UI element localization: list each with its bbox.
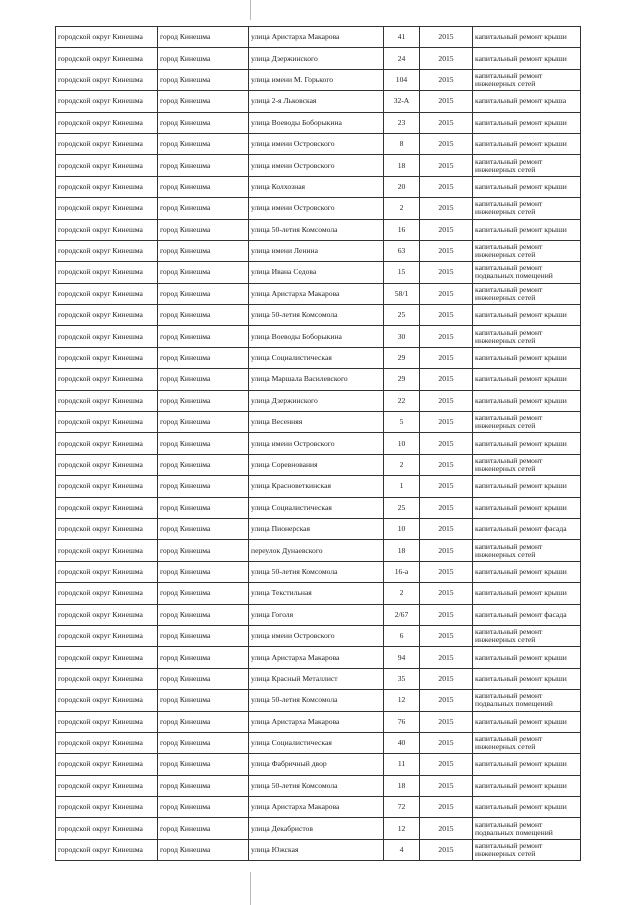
- house-number-cell: 8: [384, 133, 420, 154]
- district-cell: городской округ Кинешма: [56, 647, 158, 668]
- work-type-cell: капитальный ремонт крыши: [473, 476, 581, 497]
- house-number-cell: 11: [384, 754, 420, 775]
- work-type-cell: капитальный ремонт инженерных сетей: [473, 155, 581, 176]
- city-cell: город Кинешма: [158, 540, 249, 561]
- city-cell: город Кинешма: [158, 91, 249, 112]
- table-row: [56, 283, 581, 304]
- district-cell: городской округ Кинешма: [56, 347, 158, 368]
- district-cell: городской округ Кинешма: [56, 540, 158, 561]
- city-cell: город Кинешма: [158, 518, 249, 539]
- table-row: [56, 369, 581, 390]
- table-row: [56, 433, 581, 454]
- year-cell: 2015: [420, 839, 473, 860]
- district-cell: городской округ Кинешма: [56, 198, 158, 219]
- house-number-cell: 29: [384, 347, 420, 368]
- house-number-cell: 2: [384, 454, 420, 475]
- house-number-cell: 6: [384, 625, 420, 646]
- table-row: [56, 668, 581, 689]
- city-cell: город Кинешма: [158, 48, 249, 69]
- work-type-cell: капитальный ремонт крыши: [473, 797, 581, 818]
- table-row: [56, 583, 581, 604]
- city-cell: город Кинешма: [158, 711, 249, 732]
- district-cell: городской округ Кинешма: [56, 176, 158, 197]
- table-row: [56, 412, 581, 433]
- house-number-cell: 41: [384, 27, 420, 48]
- table-row: [56, 262, 581, 283]
- table-row: [56, 625, 581, 646]
- street-cell: улица имени Островского: [249, 625, 384, 646]
- table-row: [56, 604, 581, 625]
- work-type-cell: капитальный ремонт крыши: [473, 219, 581, 240]
- house-number-cell: 15: [384, 262, 420, 283]
- work-type-cell: капитальный ремонт крыши: [473, 176, 581, 197]
- year-cell: 2015: [420, 754, 473, 775]
- street-cell: улица имени Островского: [249, 133, 384, 154]
- table-row: [56, 561, 581, 582]
- district-cell: городской округ Кинешма: [56, 754, 158, 775]
- year-cell: 2015: [420, 133, 473, 154]
- work-type-cell: капитальный ремонт крыши: [473, 48, 581, 69]
- table-row: [56, 240, 581, 261]
- house-number-cell: 40: [384, 732, 420, 753]
- district-cell: городской округ Кинешма: [56, 48, 158, 69]
- street-cell: улица Аристарха Макарова: [249, 711, 384, 732]
- district-cell: городской округ Кинешма: [56, 561, 158, 582]
- house-number-cell: 16-а: [384, 561, 420, 582]
- street-cell: улица Красный Металлист: [249, 668, 384, 689]
- city-cell: город Кинешма: [158, 27, 249, 48]
- table-row: [56, 133, 581, 154]
- year-cell: 2015: [420, 176, 473, 197]
- house-number-cell: 2/67: [384, 604, 420, 625]
- city-cell: город Кинешма: [158, 369, 249, 390]
- table-row: [56, 818, 581, 839]
- district-cell: городской округ Кинешма: [56, 604, 158, 625]
- work-type-cell: капитальный ремонт крыши: [473, 305, 581, 326]
- year-cell: 2015: [420, 518, 473, 539]
- district-cell: городской округ Кинешма: [56, 518, 158, 539]
- district-cell: городской округ Кинешма: [56, 326, 158, 347]
- house-number-cell: 94: [384, 647, 420, 668]
- housing-repair-table: [55, 26, 581, 861]
- district-cell: городской округ Кинешма: [56, 476, 158, 497]
- street-cell: улица Социалистическая: [249, 732, 384, 753]
- year-cell: 2015: [420, 219, 473, 240]
- year-cell: 2015: [420, 732, 473, 753]
- year-cell: 2015: [420, 561, 473, 582]
- street-cell: улица имени Островского: [249, 198, 384, 219]
- year-cell: 2015: [420, 240, 473, 261]
- table-row: [56, 518, 581, 539]
- street-cell: улица Колхозная: [249, 176, 384, 197]
- work-type-cell: капитальный ремонт крыши: [473, 369, 581, 390]
- work-type-cell: капитальный ремонт инженерных сетей: [473, 540, 581, 561]
- city-cell: город Кинешма: [158, 839, 249, 860]
- house-number-cell: 76: [384, 711, 420, 732]
- table-row: [56, 91, 581, 112]
- city-cell: город Кинешма: [158, 497, 249, 518]
- house-number-cell: 63: [384, 240, 420, 261]
- table-row: [56, 454, 581, 475]
- year-cell: 2015: [420, 583, 473, 604]
- scan-fold-mark: [250, 0, 251, 20]
- street-cell: улица Красноветкинская: [249, 476, 384, 497]
- street-cell: улица 2-я Льковская: [249, 91, 384, 112]
- city-cell: город Кинешма: [158, 754, 249, 775]
- year-cell: 2015: [420, 91, 473, 112]
- year-cell: 2015: [420, 625, 473, 646]
- street-cell: улица имени Островского: [249, 155, 384, 176]
- work-type-cell: капитальный ремонт подвальных помещений: [473, 690, 581, 711]
- street-cell: улица 50-летия Комсомола: [249, 219, 384, 240]
- street-cell: улица Фабричный двор: [249, 754, 384, 775]
- street-cell: улица 50-летия Комсомола: [249, 305, 384, 326]
- house-number-cell: 1: [384, 476, 420, 497]
- district-cell: городской округ Кинешма: [56, 155, 158, 176]
- house-number-cell: 18: [384, 155, 420, 176]
- table-row: [56, 155, 581, 176]
- table-row: [56, 347, 581, 368]
- street-cell: улица Аристарха Макарова: [249, 283, 384, 304]
- year-cell: 2015: [420, 818, 473, 839]
- table-row: [56, 112, 581, 133]
- year-cell: 2015: [420, 305, 473, 326]
- street-cell: улица Декабристов: [249, 818, 384, 839]
- year-cell: 2015: [420, 690, 473, 711]
- district-cell: городской округ Кинешма: [56, 262, 158, 283]
- house-number-cell: 16: [384, 219, 420, 240]
- table-row: [56, 690, 581, 711]
- house-number-cell: 18: [384, 775, 420, 796]
- street-cell: улица Социалистическая: [249, 347, 384, 368]
- street-cell: улица имени Ленина: [249, 240, 384, 261]
- work-type-cell: капитальный ремонт инженерных сетей: [473, 69, 581, 90]
- year-cell: 2015: [420, 283, 473, 304]
- city-cell: город Кинешма: [158, 454, 249, 475]
- house-number-cell: 5: [384, 412, 420, 433]
- city-cell: город Кинешма: [158, 775, 249, 796]
- district-cell: городской округ Кинешма: [56, 433, 158, 454]
- street-cell: улица Аристарха Макарова: [249, 797, 384, 818]
- house-number-cell: 104: [384, 69, 420, 90]
- table-row: [56, 198, 581, 219]
- district-cell: городской округ Кинешма: [56, 412, 158, 433]
- table-row: [56, 711, 581, 732]
- year-cell: 2015: [420, 369, 473, 390]
- year-cell: 2015: [420, 69, 473, 90]
- table-row: [56, 219, 581, 240]
- house-number-cell: 10: [384, 433, 420, 454]
- house-number-cell: 12: [384, 690, 420, 711]
- district-cell: городской округ Кинешма: [56, 133, 158, 154]
- work-type-cell: капитальный ремонт инженерных сетей: [473, 240, 581, 261]
- district-cell: городской округ Кинешма: [56, 797, 158, 818]
- city-cell: город Кинешма: [158, 797, 249, 818]
- work-type-cell: капитальный ремонт фасада: [473, 518, 581, 539]
- house-number-cell: 58/1: [384, 283, 420, 304]
- work-type-cell: капитальный ремонт инженерных сетей: [473, 454, 581, 475]
- street-cell: улица Весенняя: [249, 412, 384, 433]
- district-cell: городской округ Кинешма: [56, 818, 158, 839]
- house-number-cell: 18: [384, 540, 420, 561]
- year-cell: 2015: [420, 347, 473, 368]
- street-cell: улица Социалистическая: [249, 497, 384, 518]
- city-cell: город Кинешма: [158, 818, 249, 839]
- work-type-cell: капитальный ремонт фасада: [473, 604, 581, 625]
- work-type-cell: капитальный ремонт крыши: [473, 390, 581, 411]
- table-row: [56, 497, 581, 518]
- year-cell: 2015: [420, 433, 473, 454]
- work-type-cell: капитальный ремонт крыши: [473, 112, 581, 133]
- house-number-cell: 4: [384, 839, 420, 860]
- work-type-cell: капитальный ремонт крыши: [473, 133, 581, 154]
- table-row: [56, 476, 581, 497]
- street-cell: улица Пионерская: [249, 518, 384, 539]
- street-cell: улица 50-летия Комсомола: [249, 561, 384, 582]
- street-cell: улица Дзержинского: [249, 390, 384, 411]
- year-cell: 2015: [420, 668, 473, 689]
- work-type-cell: капитальный ремонт инженерных сетей: [473, 412, 581, 433]
- year-cell: 2015: [420, 326, 473, 347]
- city-cell: город Кинешма: [158, 283, 249, 304]
- city-cell: город Кинешма: [158, 561, 249, 582]
- district-cell: городской округ Кинешма: [56, 112, 158, 133]
- street-cell: улица имени Островского: [249, 433, 384, 454]
- street-cell: улица Ивана Седова: [249, 262, 384, 283]
- table-row: [56, 27, 581, 48]
- street-cell: улица Аристарха Макарова: [249, 27, 384, 48]
- work-type-cell: капитальный ремонт крыши: [473, 754, 581, 775]
- district-cell: городской округ Кинешма: [56, 583, 158, 604]
- house-number-cell: 22: [384, 390, 420, 411]
- district-cell: городской округ Кинешма: [56, 219, 158, 240]
- work-type-cell: капитальный ремонт инженерных сетей: [473, 625, 581, 646]
- district-cell: городской округ Кинешма: [56, 305, 158, 326]
- city-cell: город Кинешма: [158, 625, 249, 646]
- year-cell: 2015: [420, 797, 473, 818]
- table-row: [56, 48, 581, 69]
- district-cell: городской округ Кинешма: [56, 454, 158, 475]
- street-cell: улица Маршала Василевского: [249, 369, 384, 390]
- house-number-cell: 25: [384, 497, 420, 518]
- city-cell: город Кинешма: [158, 347, 249, 368]
- work-type-cell: капитальный ремонт инженерных сетей: [473, 732, 581, 753]
- city-cell: город Кинешма: [158, 668, 249, 689]
- district-cell: городской округ Кинешма: [56, 668, 158, 689]
- work-type-cell: капитальный ремонт крыши: [473, 647, 581, 668]
- district-cell: городской округ Кинешма: [56, 839, 158, 860]
- year-cell: 2015: [420, 262, 473, 283]
- table-row: [56, 390, 581, 411]
- work-type-cell: капитальный ремонт крыши: [473, 668, 581, 689]
- street-cell: улица имени М. Горького: [249, 69, 384, 90]
- city-cell: город Кинешма: [158, 647, 249, 668]
- house-number-cell: 35: [384, 668, 420, 689]
- street-cell: улица Дзержинского: [249, 48, 384, 69]
- table-row: [56, 326, 581, 347]
- work-type-cell: капитальный ремонт крыши: [473, 583, 581, 604]
- table-row: [56, 754, 581, 775]
- city-cell: город Кинешма: [158, 198, 249, 219]
- house-number-cell: 2: [384, 198, 420, 219]
- district-cell: городской округ Кинешма: [56, 69, 158, 90]
- city-cell: город Кинешма: [158, 390, 249, 411]
- city-cell: город Кинешма: [158, 433, 249, 454]
- house-number-cell: 29: [384, 369, 420, 390]
- year-cell: 2015: [420, 27, 473, 48]
- district-cell: городской округ Кинешма: [56, 283, 158, 304]
- table-row: [56, 540, 581, 561]
- year-cell: 2015: [420, 711, 473, 732]
- house-number-cell: 20: [384, 176, 420, 197]
- work-type-cell: капитальный ремонт инженерных сетей: [473, 283, 581, 304]
- work-type-cell: капитальный ремонт крыши: [473, 347, 581, 368]
- work-type-cell: капитальный ремонт крыши: [473, 433, 581, 454]
- year-cell: 2015: [420, 155, 473, 176]
- city-cell: город Кинешма: [158, 240, 249, 261]
- street-cell: улица Соревнования: [249, 454, 384, 475]
- work-type-cell: капитальный ремонт инженерных сетей: [473, 326, 581, 347]
- city-cell: город Кинешма: [158, 176, 249, 197]
- street-cell: улица Гоголя: [249, 604, 384, 625]
- city-cell: город Кинешма: [158, 412, 249, 433]
- city-cell: город Кинешма: [158, 732, 249, 753]
- city-cell: город Кинешма: [158, 305, 249, 326]
- year-cell: 2015: [420, 198, 473, 219]
- district-cell: городской округ Кинешма: [56, 732, 158, 753]
- house-number-cell: 10: [384, 518, 420, 539]
- work-type-cell: капитальный ремонт крыши: [473, 497, 581, 518]
- work-type-cell: капитальный ремонт подвальных помещений: [473, 818, 581, 839]
- district-cell: городской округ Кинешма: [56, 711, 158, 732]
- work-type-cell: капитальный ремонт крыши: [473, 711, 581, 732]
- city-cell: город Кинешма: [158, 155, 249, 176]
- city-cell: город Кинешма: [158, 583, 249, 604]
- district-cell: городской округ Кинешма: [56, 625, 158, 646]
- scan-fold-mark: [250, 872, 251, 905]
- year-cell: 2015: [420, 647, 473, 668]
- year-cell: 2015: [420, 476, 473, 497]
- table-row: [56, 305, 581, 326]
- street-cell: улица Южская: [249, 839, 384, 860]
- work-type-cell: капитальный ремонт крыши: [473, 561, 581, 582]
- street-cell: улица Аристарха Макарова: [249, 647, 384, 668]
- district-cell: городской округ Кинешма: [56, 497, 158, 518]
- work-type-cell: капитальный ремонт крыша: [473, 91, 581, 112]
- street-cell: улица Воеводы Боборыкина: [249, 326, 384, 347]
- city-cell: город Кинешма: [158, 219, 249, 240]
- city-cell: город Кинешма: [158, 133, 249, 154]
- work-type-cell: капитальный ремонт крыши: [473, 775, 581, 796]
- house-number-cell: 25: [384, 305, 420, 326]
- year-cell: 2015: [420, 497, 473, 518]
- city-cell: город Кинешма: [158, 69, 249, 90]
- house-number-cell: 24: [384, 48, 420, 69]
- district-cell: городской округ Кинешма: [56, 91, 158, 112]
- house-number-cell: 2: [384, 583, 420, 604]
- house-number-cell: 32-А: [384, 91, 420, 112]
- work-type-cell: капитальный ремонт крыши: [473, 27, 581, 48]
- year-cell: 2015: [420, 454, 473, 475]
- city-cell: город Кинешма: [158, 262, 249, 283]
- table-row: [56, 176, 581, 197]
- street-cell: улица 50-летия Комсомола: [249, 690, 384, 711]
- year-cell: 2015: [420, 112, 473, 133]
- city-cell: город Кинешма: [158, 112, 249, 133]
- year-cell: 2015: [420, 412, 473, 433]
- street-cell: улица 50-летия Комсомола: [249, 775, 384, 796]
- work-type-cell: капитальный ремонт инженерных сетей: [473, 839, 581, 860]
- district-cell: городской округ Кинешма: [56, 690, 158, 711]
- city-cell: город Кинешма: [158, 604, 249, 625]
- house-number-cell: 23: [384, 112, 420, 133]
- district-cell: городской округ Кинешма: [56, 27, 158, 48]
- year-cell: 2015: [420, 48, 473, 69]
- year-cell: 2015: [420, 775, 473, 796]
- street-cell: переулок Дунаевского: [249, 540, 384, 561]
- table-row: [56, 797, 581, 818]
- year-cell: 2015: [420, 390, 473, 411]
- city-cell: город Кинешма: [158, 476, 249, 497]
- city-cell: город Кинешма: [158, 326, 249, 347]
- district-cell: городской округ Кинешма: [56, 775, 158, 796]
- year-cell: 2015: [420, 540, 473, 561]
- work-type-cell: капитальный ремонт инженерных сетей: [473, 198, 581, 219]
- table-row: [56, 839, 581, 860]
- street-cell: улица Воеводы Боборыкина: [249, 112, 384, 133]
- house-number-cell: 12: [384, 818, 420, 839]
- street-cell: улица Текстильная: [249, 583, 384, 604]
- table-row: [56, 69, 581, 90]
- table-row: [56, 647, 581, 668]
- district-cell: городской округ Кинешма: [56, 240, 158, 261]
- table-row: [56, 775, 581, 796]
- work-type-cell: капитальный ремонт подвальных помещений: [473, 262, 581, 283]
- district-cell: городской округ Кинешма: [56, 390, 158, 411]
- house-number-cell: 30: [384, 326, 420, 347]
- house-number-cell: 72: [384, 797, 420, 818]
- table-row: [56, 732, 581, 753]
- table-body: [56, 27, 581, 861]
- city-cell: город Кинешма: [158, 690, 249, 711]
- district-cell: городской округ Кинешма: [56, 369, 158, 390]
- year-cell: 2015: [420, 604, 473, 625]
